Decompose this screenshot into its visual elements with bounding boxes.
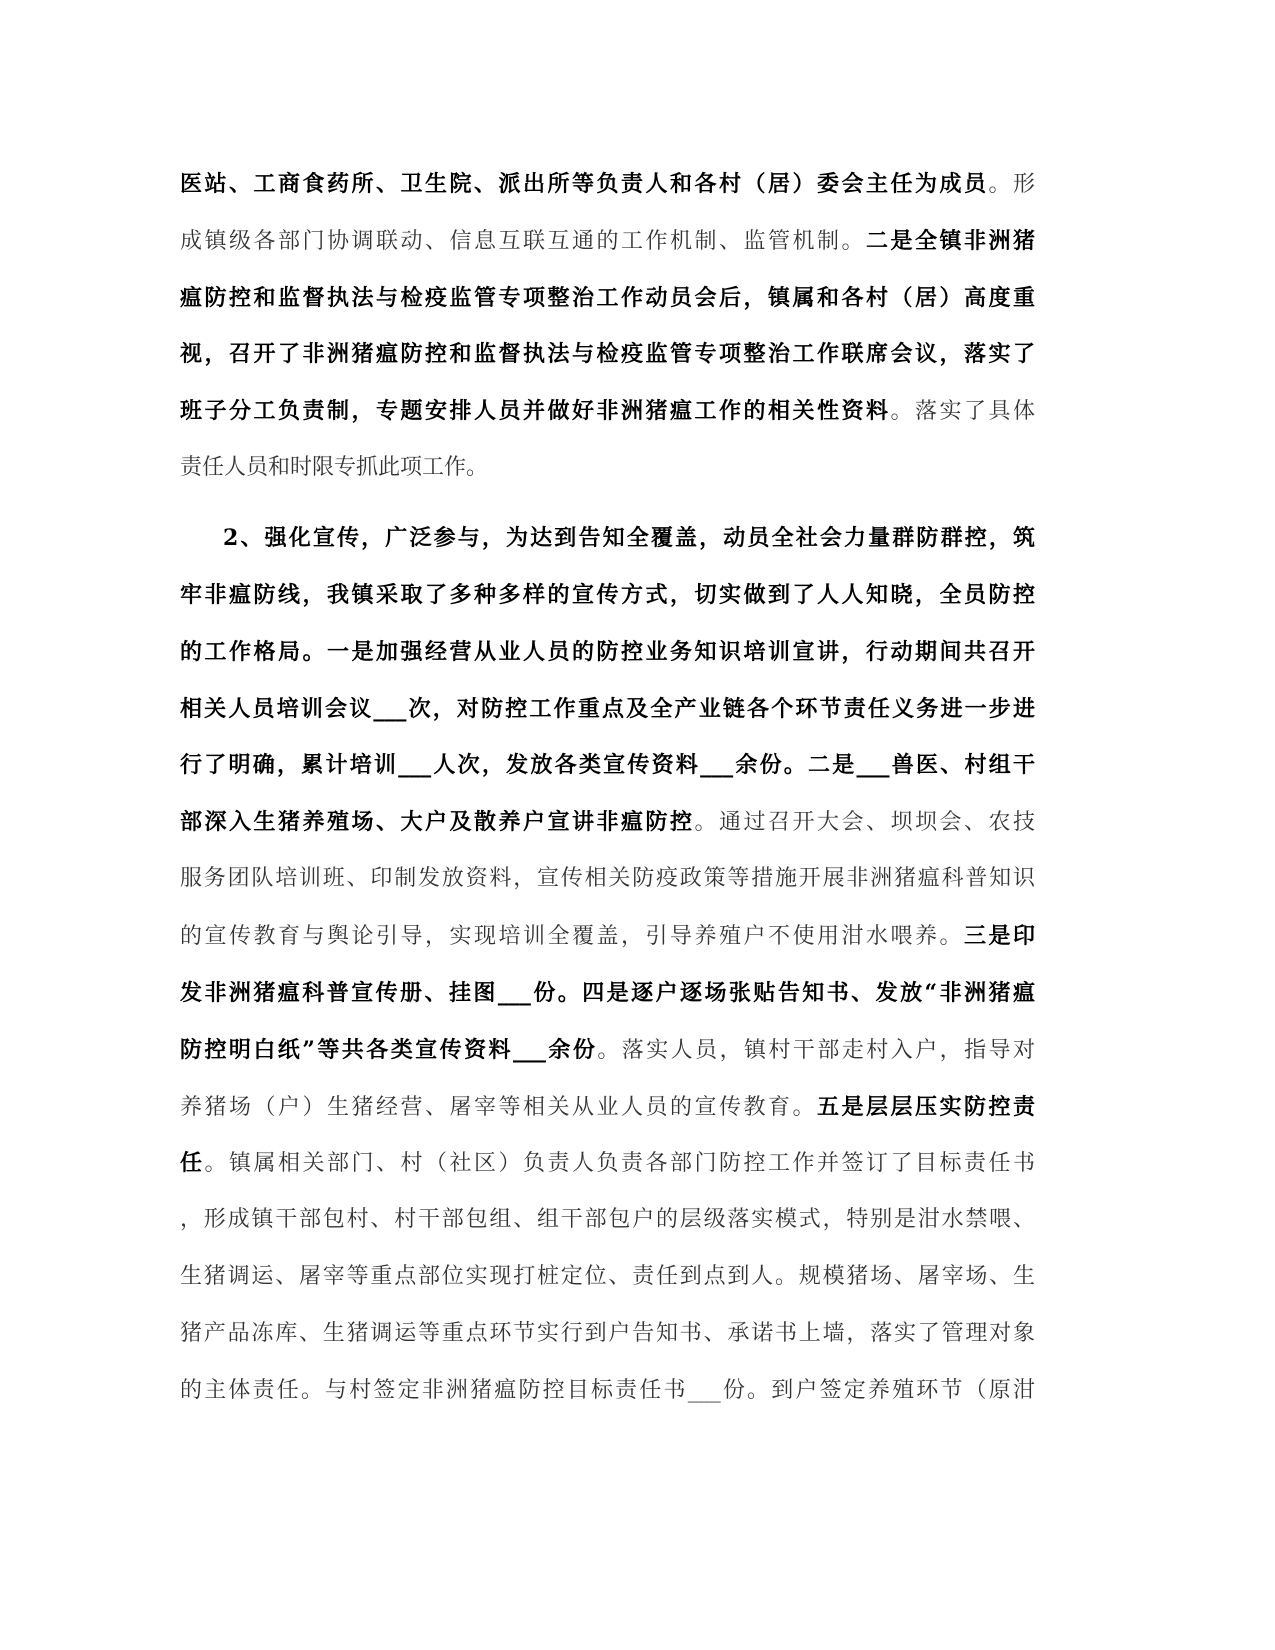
text-run: 成镇级各部门协调联动、信息互联互通的工作机制、监管机制。 — [180, 228, 866, 254]
bold-text-run: 2、强化宣传，广泛参与，为达到告知全覆盖，动员全社会力量群防群控，筑 — [223, 525, 1035, 551]
text-line — [180, 1257, 1035, 1297]
text-run: 。落实人员，镇村干部走村入户，指导对 — [597, 1037, 1035, 1063]
bold-text-run: 三是印 — [963, 922, 1035, 949]
bold-text-run: 行了明确，累计培训___人次，发放各类宣传资料___余份。二是___兽医、村组干 — [180, 752, 1035, 779]
text-line — [180, 916, 1035, 956]
text-run: ，形成镇干部包村、村干部包组、组干部包户的层级落实模式，特别是泔水禁喂、 — [180, 1207, 1035, 1233]
text-line — [180, 1143, 1035, 1183]
text-run: 生猪调运、屠宰等重点部位实现打桩定位、责任到点到人。规模猪场、屠宰场、生 — [180, 1264, 1035, 1290]
bold-text-run: 的工作格局。一是加强经营从业人员的防控业务知识培训宣讲，行动期间共召开 — [180, 638, 1035, 665]
text-line — [180, 859, 1035, 899]
text-run: 。形 — [988, 172, 1035, 197]
text-line — [180, 745, 1035, 785]
bold-text-run: 相关人员培训会议___次，对防控工作重点及全产业链各个环节责任义务进一步进 — [180, 695, 1035, 722]
bold-text-run: 牢非瘟防线，我镇采取了多种多样的宣传方式，切实做到了人人知晓，全员防控 — [180, 581, 1035, 608]
text-line — [180, 1314, 1035, 1354]
text-run: 。镇属相关部门、村（社区）负责人负责各部门防控工作并签订了目标责任书 — [204, 1151, 1035, 1177]
bold-text-run: 五是层层压实防控责 — [816, 1093, 1035, 1120]
text-run: 服务团队培训班、印制发放资料，宣传相关防疫政策等措施开展非洲猪瘟科普知识 — [180, 866, 1035, 892]
bold-text-run: 二是全镇非洲猪 — [865, 227, 1035, 254]
bold-text-run: 任 — [180, 1150, 205, 1177]
text-line — [180, 1030, 1035, 1070]
text-line — [180, 1371, 1035, 1411]
text-line — [180, 164, 1035, 204]
text-line — [180, 1087, 1035, 1127]
bold-text-run: 班子分工负责制，专题安排人员并做好非洲猪瘟工作的相关性资料 — [180, 398, 891, 425]
bold-text-run: 发非洲猪瘟科普宣传册、挂图___份。四是逐户逐场张贴告知书、发放“非洲猪瘟 — [180, 979, 1035, 1006]
bold-text-run: 防控明白纸”等共各类宣传资料___余份 — [180, 1036, 598, 1063]
text-line — [180, 802, 1035, 842]
text-line — [180, 334, 1035, 374]
bold-text-run: 视，召开了非洲猪瘟防控和监督执法与检疫监管专项整治工作联席会议，落实了 — [180, 341, 1035, 368]
text-run: 猪产品冻库、生猪调运等重点环节实行到户告知书、承诺书上墙，落实了管理对象 — [180, 1320, 1035, 1346]
text-line — [180, 278, 1035, 318]
text-line — [180, 632, 1035, 672]
text-run: 责任人员和时限专抓此项工作。 — [180, 455, 489, 480]
text-line — [180, 575, 1035, 615]
text-line — [223, 518, 1035, 558]
text-line — [180, 1200, 1035, 1240]
bold-text-run: 瘟防控和监督执法与检疫监管专项整治工作动员会后，镇属和各村（居）高度重 — [180, 284, 1035, 311]
text-run: 的主体责任。与村签定非洲猪瘟防控目标责任书___份。到户签定养殖环节（原泔 — [180, 1377, 1035, 1403]
bold-text-run: 部深入生猪养殖场、大户及散养户宣讲非瘟防控 — [180, 809, 695, 836]
text-line — [180, 391, 1035, 431]
text-run: 。通过召开大会、坝坝会、农技 — [694, 810, 1035, 836]
text-run: 的宣传教育与舆论引导，实现培训全覆盖，引导养殖户不使用泔水喂养。 — [180, 923, 964, 949]
text-line — [180, 221, 1035, 261]
text-run: 。落实了具体 — [890, 399, 1035, 425]
text-run: 养猪场（户）生猪经营、屠宰等相关从业人员的宣传教育。 — [180, 1094, 817, 1120]
text-line — [180, 973, 1035, 1013]
bold-text-run: 医站、工商食药所、卫生院、派出所等负责人和各村（居）委会主任为成员 — [180, 171, 989, 197]
text-line — [180, 448, 488, 488]
text-line — [180, 689, 1035, 729]
